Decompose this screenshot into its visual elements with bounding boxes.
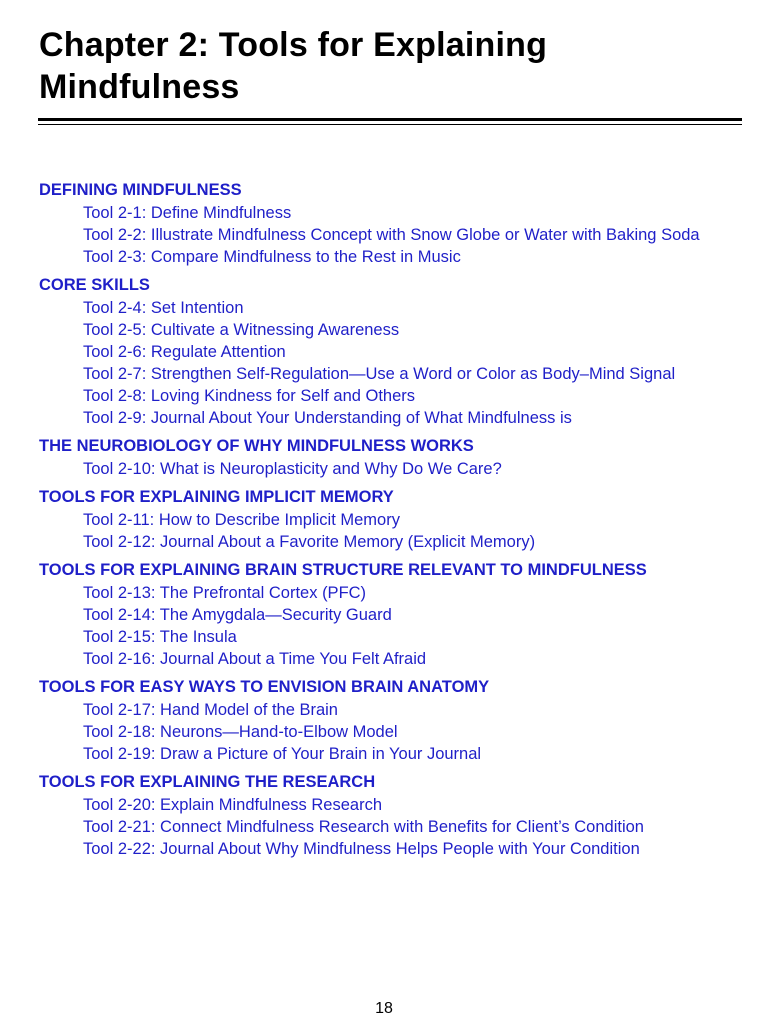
tool-list-item — [39, 509, 749, 531]
tool-list-item — [39, 341, 749, 363]
toc-section — [39, 676, 749, 765]
tool-link[interactable]: Tool 2-17: Hand Model of the Brain — [83, 701, 338, 719]
tool-list-item — [39, 363, 749, 385]
section-heading-link[interactable]: TOOLS FOR EASY WAYS TO ENVISION BRAIN ANATOMY — [39, 678, 490, 696]
tool-link[interactable]: Tool 2-9: Journal About Your Understanding of What Mindfulness is — [83, 409, 572, 427]
tool-list-item — [39, 224, 749, 246]
tool-link[interactable]: Tool 2-18: Neurons—Hand-to-Elbow Model — [83, 723, 398, 741]
tool-list-item — [39, 246, 749, 268]
tool-list-item — [39, 385, 749, 407]
tool-list-item — [39, 582, 749, 604]
tool-list — [39, 794, 749, 860]
tool-link[interactable]: Tool 2-15: The Insula — [83, 628, 237, 646]
chapter-title: Chapter 2: Tools for Explaining Mindfulness — [39, 26, 548, 106]
page-number: 18 — [375, 1000, 393, 1017]
tool-link[interactable]: Tool 2-14: The Amygdala—Security Guard — [83, 606, 392, 624]
tool-link[interactable]: Tool 2-10: What is Neuroplasticity and Why Do We Care? — [83, 460, 502, 478]
title-rule-thin — [38, 124, 742, 125]
section-heading-link[interactable]: CORE SKILLS — [39, 276, 150, 294]
tool-link[interactable]: Tool 2-3: Compare Mindfulness to the Rest in Music — [83, 248, 461, 266]
toc-section — [39, 771, 749, 860]
tool-list-item — [39, 816, 749, 838]
section-heading-link[interactable]: TOOLS FOR EXPLAINING THE RESEARCH — [39, 773, 376, 791]
toc-section — [39, 486, 749, 553]
tool-link[interactable]: Tool 2-7: Strengthen Self-Regulation—Use a Word or Color as Body–Mind Signal — [83, 365, 676, 383]
tool-list-item — [39, 721, 749, 743]
tool-list-item — [39, 626, 749, 648]
toc-section — [39, 274, 749, 429]
tool-list — [39, 297, 749, 429]
tool-link[interactable]: Tool 2-12: Journal About a Favorite Memory (Explicit Memory) — [83, 533, 536, 551]
section-heading-link[interactable]: THE NEUROBIOLOGY OF WHY MINDFULNESS WORKS — [39, 437, 474, 455]
tool-link[interactable]: Tool 2-6: Regulate Attention — [83, 343, 286, 361]
tool-link[interactable]: Tool 2-5: Cultivate a Witnessing Awareness — [83, 321, 400, 339]
tool-link[interactable]: Tool 2-19: Draw a Picture of Your Brain in Your Journal — [83, 745, 482, 763]
tool-link[interactable]: Tool 2-1: Define Mindfulness — [83, 204, 292, 222]
section-heading-link[interactable]: TOOLS FOR EXPLAINING IMPLICIT MEMORY — [39, 488, 394, 506]
tool-link[interactable]: Tool 2-21: Connect Mindfulness Research with Benefits for Client’s Condition — [83, 818, 644, 836]
tool-list-item — [39, 743, 749, 765]
tool-link[interactable]: Tool 2-2: Illustrate Mindfulness Concept with Snow Globe or Water with Baking Soda — [83, 226, 700, 244]
title-rule-thick — [38, 118, 742, 121]
tool-list-item — [39, 648, 749, 670]
tool-list — [39, 458, 749, 480]
toc-section — [39, 559, 749, 670]
tool-link[interactable]: Tool 2-20: Explain Mindfulness Research — [83, 796, 382, 814]
tool-list-item — [39, 458, 749, 480]
tool-link[interactable]: Tool 2-4: Set Intention — [83, 299, 244, 317]
tool-list-item — [39, 838, 749, 860]
tool-link[interactable]: Tool 2-16: Journal About a Time You Felt Afraid — [83, 650, 427, 668]
tool-list-item — [39, 699, 749, 721]
tool-list — [39, 582, 749, 670]
tool-list — [39, 202, 749, 268]
tool-list-item — [39, 604, 749, 626]
section-heading-link[interactable]: TOOLS FOR EXPLAINING BRAIN STRUCTURE RELEVANT TO MINDFULNESS — [39, 561, 647, 579]
tool-link[interactable]: Tool 2-13: The Prefrontal Cortex (PFC) — [83, 584, 367, 602]
tool-list-item — [39, 407, 749, 429]
toc-section — [39, 435, 749, 480]
tool-list-item — [39, 794, 749, 816]
tool-link[interactable]: Tool 2-11: How to Describe Implicit Memory — [83, 511, 400, 529]
tool-list — [39, 699, 749, 765]
tool-list-item — [39, 319, 749, 341]
tool-list-item — [39, 531, 749, 553]
tool-list-item — [39, 202, 749, 224]
tool-list — [39, 509, 749, 553]
tool-link[interactable]: Tool 2-8: Loving Kindness for Self and Others — [83, 387, 416, 405]
tool-link[interactable]: Tool 2-22: Journal About Why Mindfulness Helps People with Your Condition — [83, 840, 640, 858]
toc-section — [39, 179, 749, 268]
section-heading-link[interactable]: DEFINING MINDFULNESS — [39, 181, 242, 199]
table-of-contents — [39, 179, 749, 860]
tool-list-item — [39, 297, 749, 319]
